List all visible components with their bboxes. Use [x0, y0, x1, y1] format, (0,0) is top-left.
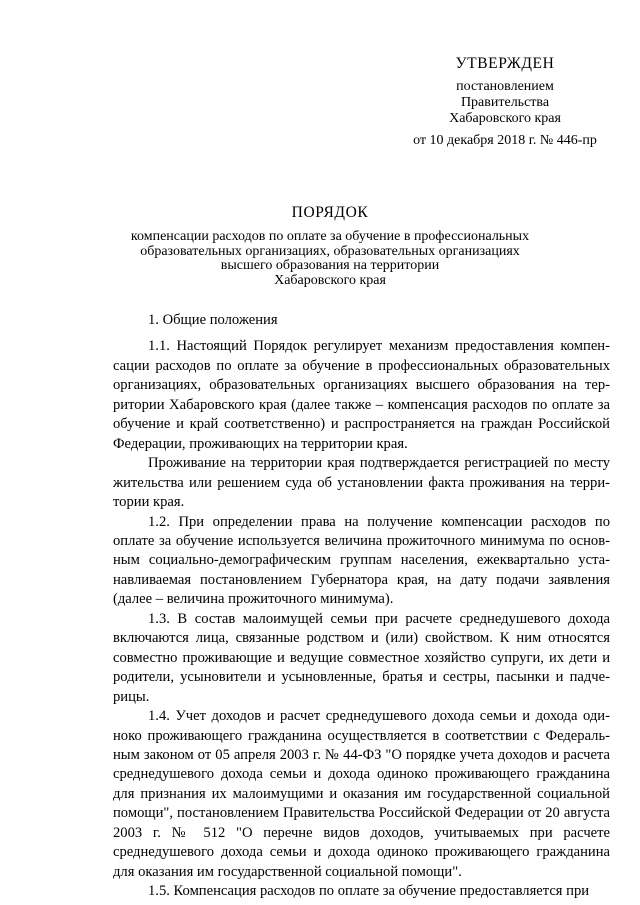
approval-line: Хабаровского края — [449, 111, 561, 126]
paragraph: 1.2. При определении права на получение компенсации расходов по оплате за обучение используется величина прожиточного минимума по основным социально-демографическим группам населения, ежеквартально устанавливаемая постановлением Губернатора края, на дату подачи заявления (далее – величина прожиточного минимума). — [113, 513, 610, 608]
paragraph: 1.5. Компенсация расходов по оплате за обучение предоставляется при — [148, 883, 590, 900]
approval-date: от 10 декабря 2018 г. № 446-пр — [413, 133, 597, 148]
document-subtitle-line: высшего образования на территории — [220, 258, 440, 273]
paragraph: 1.3. В состав малоимущей семьи при расчете среднедушевого дохода включаются лица, связанные родством и (или) свойством. К ним относятся совместно проживающие и ведущие совместное хозяйство супруги, их дети и родители, усыновители и усыновленные, братья и сестры, пасынки и падчерицы. — [113, 610, 610, 705]
document-body — [113, 311, 610, 902]
approval-line: постановлением — [456, 79, 554, 94]
approval-stamp — [390, 56, 620, 149]
section-heading: 1. Общие положения — [148, 312, 278, 328]
approval-heading: УТВЕРЖДЕН — [455, 55, 555, 72]
document-subtitle-line: образовательных организациях, образовательных организациях — [140, 243, 520, 259]
paragraph: 1.4. Учет доходов и расчет среднедушевого дохода семьи и дохода одиноко проживающего гражданина осуществляется в соответствии с Федеральным законом от 05 апреля 2003 г. № 44-ФЗ "О порядке учета доходов и расчета среднедушевого дохода семьи и дохода одиноко проживающего гражданина для признания их малоимущими и оказания им государственной социальной помощи", постановлением Правительства Российской Федерации от 20 августа 2003 г. № 512 "О перечне видов доходов, учитываемых при расчете среднедушевого дохода семьи и дохода одиноко проживающего гражданина для оказания им государственной социальной помощи". — [113, 708, 610, 880]
paragraph: 1.1. Настоящий Порядок регулирует механизм предоставления компенсации расходов по оплате за обучение в профессиональных образовательных организациях, образовательных организациях высшего образования на территории Хабаровского края (далее также – компенсация расходов по оплате за обучение и край соответственно) и распространяется на граждан Российской Федерации, проживающих на территории края. — [113, 338, 610, 452]
document-title-block — [130, 204, 530, 288]
document-title: ПОРЯДОК — [291, 204, 369, 221]
paragraph: Проживание на территории края подтверждается регистрацией по месту жительства или решением суда об установлении факта проживания на территории края. — [113, 455, 610, 511]
document-subtitle-line: компенсации расходов по оплате за обучение в профессиональных — [130, 229, 530, 244]
approval-line: Правительства — [460, 95, 550, 110]
document-subtitle-line: Хабаровского края — [274, 272, 386, 288]
